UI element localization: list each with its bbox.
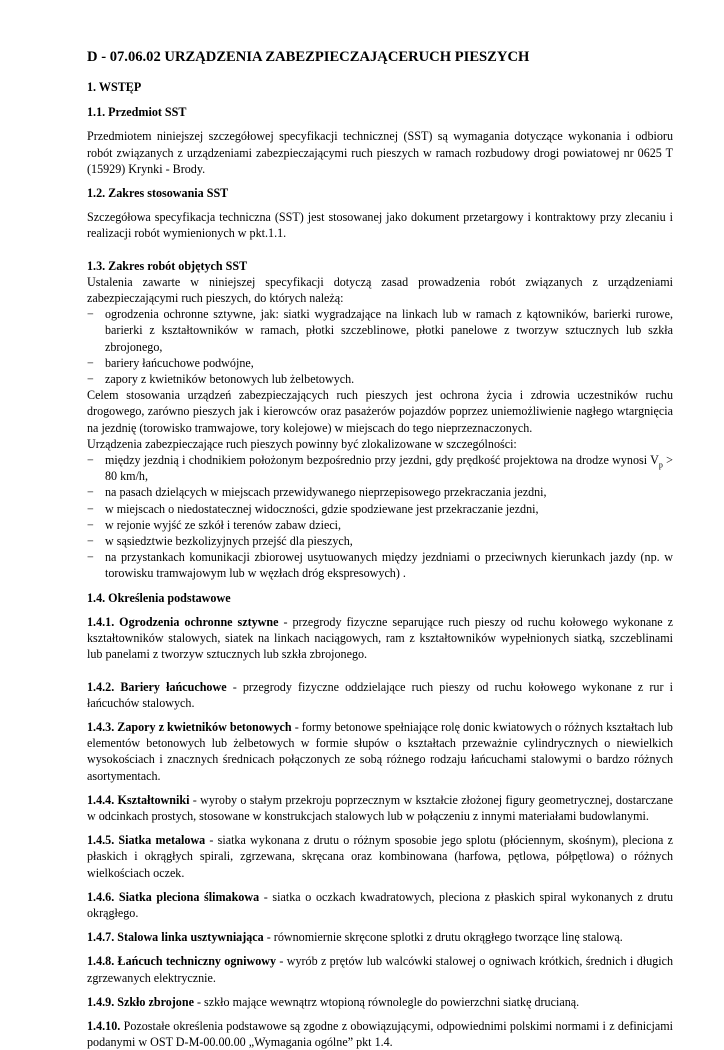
list-item: − w sąsiedztwie bezkolizyjnych przejść dla pieszych, xyxy=(87,533,673,549)
list-item: − w miejscach o niedostatecznej widoczności, gdzie spodziewane jest przekraczanie jezdni, xyxy=(87,501,673,517)
section-1-heading: 1. WSTĘP xyxy=(87,80,142,94)
definition-1-4-5: 1.4.5. Siatka metalowa - siatka wykonana z drutu o różnym sposobie jego splotu (płóciennym, skośnym), pleciona z płaskich i okrągłych spirali, zgrzewana, skręcana oraz kombinowana (harfowa, pętlowa, półpętlowa) o różnych wielkościach oczek. xyxy=(87,833,673,880)
section-1-3-intro: Ustalenia zawarte w niniejszej specyfikacji dotyczą zasad prowadzenia robót związanych z urządzeniami zabezpieczającymi ruch pieszych, do których należą: xyxy=(87,274,673,306)
section-1-4-heading: 1.4. Określenia podstawowe xyxy=(87,590,231,605)
section-1-2-text: Szczegółowa specyfikacja techniczna (SST) jest stosowanej jako dokument przetargowy i kontraktowy przy zlecaniu i realizacji robót wymienionych w pkt.1.1. xyxy=(87,210,673,241)
list-item: − na pasach dzielących w miejscach przewidywanego nieprzepisowego przekraczania jezdni, xyxy=(87,484,673,500)
list-item: − między jezdnią i chodnikiem położonym bezpośrednio przy jezdni, gdy prędkość projektowa na drodze wynosi $V_p > 80$ km/h, xyxy=(87,452,673,484)
document-page xyxy=(87,48,673,1050)
list-item: − na przystankach komunikacji zbiorowej usytuowanych między jezdniami o przeciwnych kierunkach jazdy (np. w torowisku tramwajowym lub w węzłach dróg ekspresowych) . xyxy=(87,549,673,581)
list-item: − zapory z kwietników betonowych lub żelbetowych. xyxy=(87,371,673,387)
list-item: − w rejonie wyjść ze szkół i terenów zabaw dzieci, xyxy=(87,517,673,533)
list-item: − ogrodzenia ochronne sztywne, jak: siatki wygradzające na linkach lub w ramach z kątowników, barierki rurowe, barierki z kształtowników w ramach, płotki szczeblinowe, płotki panelowe z tworzyw sztucznych lub szkła zbrojonego, xyxy=(87,306,673,355)
definition-1-4-7: 1.4.7. Stalowa linka usztywniająca - równomiernie skręcone splotki z drutu okrągłego tworzące linę stalową. xyxy=(87,930,623,945)
document-title: D - 07.06.02 URZĄDZENIA ZABEZPIECZAJĄCERUCH PIESZYCH xyxy=(87,49,530,65)
section-1-3-heading: 1.3. Zakres robót objętych SST xyxy=(87,258,248,273)
list-item: − bariery łańcuchowe podwójne, xyxy=(87,355,673,371)
section-1-2-heading: 1.2. Zakres stosowania SST xyxy=(87,186,229,201)
definition-1-4-1: 1.4.1. Ogrodzenia ochronne sztywne - przegrody fizyczne separujące ruch pieszy od ruchu kołowego wykonane z kształtowników stalowych, siatek na linkach naciągowych, ram z kształtowników wypełnionych siatką, szczeblinami lub panelami z tworzyw sztucznych lub szkła zbrojonego. xyxy=(87,614,673,662)
definition-1-4-9: 1.4.9. Szkło zbrojone - szkło mające wewnątrz wtopioną równolegle do powierzchni siatkę drucianą. xyxy=(87,994,580,1009)
definition-1-4-3: 1.4.3. Zapory z kwietników betonowych - formy betonowe spełniające rolę donic kwiatowych o różnych kształtach lub elementów betonowych lub żelbetowych w formie słupów o kształtach przeważnie cylindrycznych o niewielkich wysokościach i znacznych średnicach połączonych ze sobą różnego rodzaju łańcuchami stalowymi o bardzo różnych asortymentach. xyxy=(87,719,673,783)
location-list xyxy=(87,452,673,582)
section-1-1-heading: 1.1. Przedmiot SST xyxy=(87,105,187,120)
section-1-3-locate-intro: Urządzenia zabezpieczające ruch pieszych powinny być zlokalizowane w szczególności: xyxy=(87,436,517,451)
definition-1-4-6: 1.4.6. Siatka pleciona ślimakowa - siatka o oczkach kwadratowych, pleciona z płaskich spiral wykonanych z drutu okrągłego. xyxy=(87,889,673,920)
definition-1-4-4: 1.4.4. Kształtowniki - wyroby o stałym przekroju poprzecznym w kształcie złożonej figury geometrycznej, dostarczane w odcinkach prostych, stosowane w konstrukcjach stalowych lub w połączeniu z innymi materiałami budowlanymi. xyxy=(87,792,673,823)
definition-1-4-10: 1.4.10. Pozostałe określenia podstawowe są zgodne z obowiązującymi, odpowiednimi polskimi normami i z definicjami podanymi w OST D-M-00.00.00 „Wymagania ogólne” pkt 1.4. xyxy=(87,1018,673,1050)
scope-list xyxy=(87,306,673,387)
section-1-3-purpose: Celem stosowania urządzeń zabezpieczających ruch pieszych jest ochrona życia i zdrowia uczestników ruchu drogowego, zarówno pieszych jak i kierowców oraz pasażerów pojazdów poprzez uniemożliwienie nagłego wtargnięcia na jezdnię (torowisko tramwajowe, tory kolejowe) w miejscach do tego nieprzeznaczonych. xyxy=(87,388,673,435)
definition-1-4-8: 1.4.8. Łańcuch techniczny ogniwowy - wyrób z prętów lub walcówki stalowej o ogniwach krótkich, średnich i długich zgrzewanych elektrycznie. xyxy=(87,954,674,985)
section-1-1-text: Przedmiotem niniejszej szczegółowej specyfikacji technicznej (SST) są wymagania dotyczące wykonania i odbioru robót związanych z urządzeniami zabezpieczającymi ruch pieszych w ramach rozbudowy drogi powiatowej nr 0625 T (15929) Krynki - Brody. xyxy=(87,129,673,176)
definition-1-4-2: 1.4.2. Bariery łańcuchowe - przegrody fizyczne oddzielające ruch pieszy od ruchu kołowego wykonane z rur i łańcuchów stalowych. xyxy=(87,679,673,710)
